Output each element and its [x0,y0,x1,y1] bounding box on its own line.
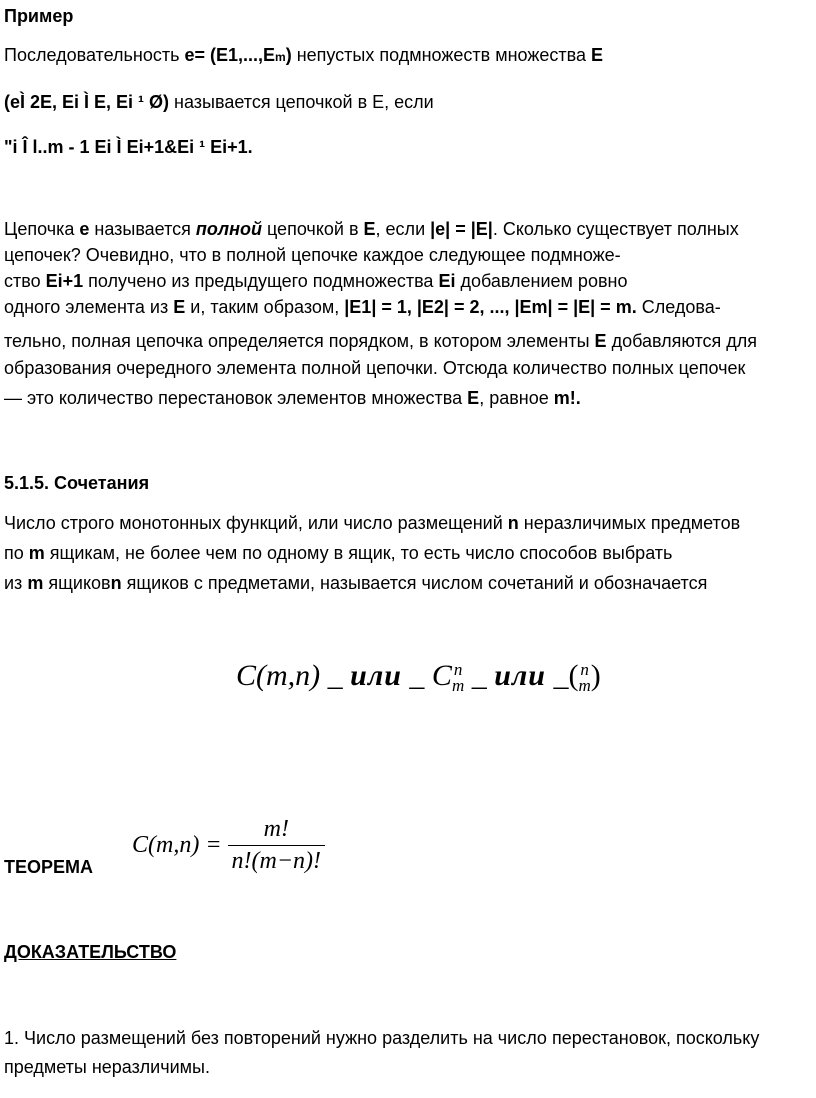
theorem-heading: ТЕОРЕМА [4,857,94,877]
line-chain-conditions: (eÌ 2E, Ei Ì E, Ei ¹ Ø) называется цепочкой в Е, если [4,92,434,112]
line-proof-1: 1. Число размещений без повторений нужно разделить на число перестановок, поскольку [4,1028,760,1048]
theorem-formula: C(m,n) = $\frac{m!}{n!(m-n)!}$ [132,816,325,875]
line-full-chain-7: — это количество перестановок элементов множества E, равное m!. [4,388,581,408]
line-full-chain-3: ство Ei+1 получено из предыдущего подмножества Ei добавлением ровно [4,271,628,291]
proof-heading: ДОКАЗАТЕЛЬСТВО [4,942,177,962]
line-full-chain-2: цепочек? Очевидно, что в полной цепочке каждое следующее подмноже- [4,245,621,265]
fraction-denominator: n!(m−n)! [228,845,326,875]
line-full-chain-1: Цепочка e называется полной цепочкой в E, если |e| = |E|. Сколько существует полных [4,219,739,239]
combination-notation-formula: C(m,n) _ или _ C n m _ или _( n m) [236,659,601,696]
fraction-numerator: m! [263,816,289,842]
line-full-chain-6: образования очередного элемента полной цепочки. Отсюда количество полных цепочек [4,358,746,378]
section-heading-combinations: 5.1.5. Сочетания [4,473,150,493]
line-example: Пример [4,6,74,26]
line-full-chain-4: одного элемента из E и, таким образом, |E1| = 1, |E2| = 2, ..., |Em| = |E| = m. Следова- [4,297,721,317]
line-combinations-3: из m ящиковn ящиков с предметами, называется числом сочетаний и обозначается [4,573,708,593]
line-sequence-def: Последовательность e= (E1,...,Em) непустых подмножеств множества E [4,45,604,65]
fraction [228,816,326,875]
line-proof-2: предметы неразличимы. [4,1057,210,1077]
line-chain-formula: "i Î l..m - 1 Ei Ì Ei+1&Ei ¹ Ei+1. [4,137,253,157]
line-combinations-2: по m ящикам, не более чем по одному в ящик, то есть число способов выбрать [4,543,673,563]
line-full-chain-5: тельно, полная цепочка определяется порядком, в котором элементы E добавляются для [4,331,758,351]
line-combinations-1: Число строго монотонных функций, или число размещений n неразличимых предметов [4,513,741,533]
